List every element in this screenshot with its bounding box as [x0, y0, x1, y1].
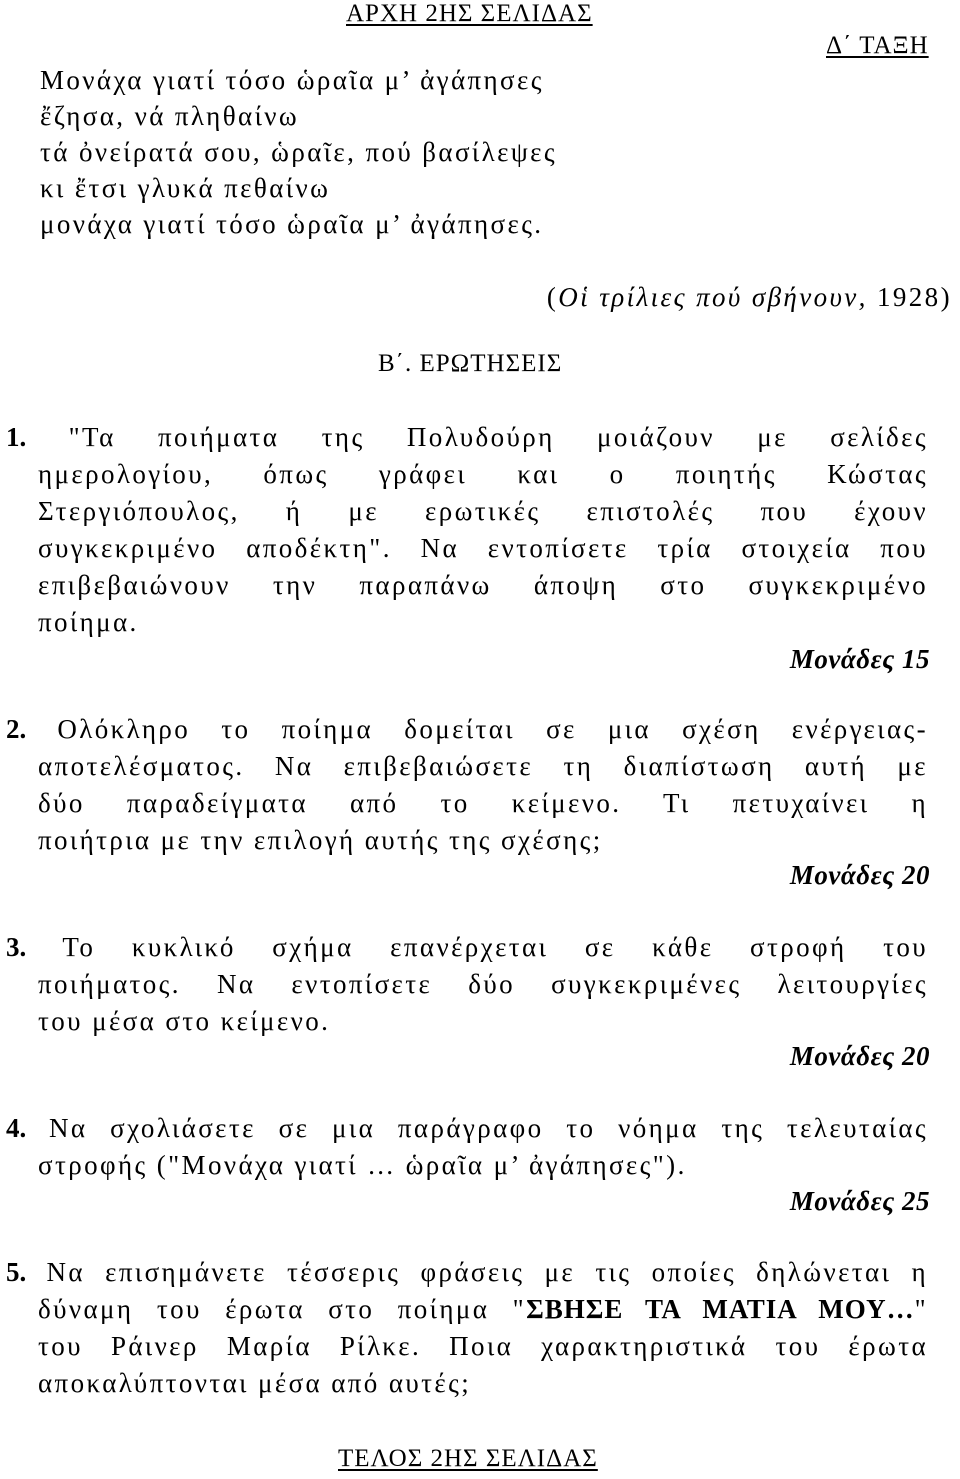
- section-title: Β΄. ΕΡΩΤΗΣΕΙΣ: [378, 350, 563, 377]
- question-line: στροφής ("Μονάχα γιατί … ὡραῖα μ’ ἀγάπησες").: [38, 1150, 687, 1180]
- question-line: του μέσα στο κείμενο.: [38, 1006, 331, 1036]
- question-line: αποκαλύπτονται μέσα από αυτές;: [38, 1368, 472, 1398]
- question-line: ποιήματος. Να εντοπίσετε δύο συγκεκριμένες λειτουργίες: [38, 969, 928, 999]
- question-line: Στεργιόπουλος, ή με ερωτικές επιστολές που έχουν: [38, 496, 928, 526]
- points-label: Μονάδες 25: [789, 1186, 930, 1216]
- question-line: του Ράινερ Μαρία Ρίλκε. Ποια χαρακτηριστικά του έρωτα: [38, 1331, 928, 1361]
- question-line: επιβεβαιώνουν την παραπάνω άποψη στο συγκεκριμένο: [38, 570, 928, 600]
- question-line: δύο παραδείγματα από το κείμενο. Τι πετυχαίνει η: [38, 788, 928, 818]
- poem-line: Μονάχα γιατί τόσο ὡραῖα μ’ ἀγάπησες: [40, 65, 544, 95]
- points-label: Μονάδες 15: [789, 644, 930, 674]
- question-line: ημερολογίου, όπως γράφει και ο ποιητής Κώστας: [38, 459, 928, 489]
- question-line: συγκεκριμένο αποδέκτη". Να εντοπίσετε τρία στοιχεία που: [38, 533, 928, 563]
- page-footer: ΤΕΛΟΣ 2ΗΣ ΣΕΛΙΔΑΣ: [338, 1445, 598, 1472]
- question-line: δύναμη του έρωτα στο ποίημα "ΣΒΗΣΕ ΤΑ ΜΑΤΙΑ ΜΟΥ…": [38, 1294, 928, 1324]
- poem-line: κι ἔτσι γλυκά πεθαίνω: [40, 173, 331, 203]
- question-4: 4. Να σχολιάσετε σε μια παράγραφο το νόημα της τελευταίας: [6, 1113, 929, 1143]
- poem-line: τά ὀνείρατά σου, ὡραῖε, πού βασίλεψες: [40, 137, 557, 167]
- poem-source: (Οἱ τρίλιες πού σβήνουν, 1928): [546, 282, 952, 312]
- question-line: αποτελέσματος. Να επιβεβαιώσετε τη διαπίστωση αυτή με: [38, 751, 928, 781]
- question-3: 3. Το κυκλικό σχήμα επανέρχεται σε κάθε στροφή του: [6, 932, 928, 962]
- question-line: ποιήτρια με την επιλογή αυτής της σχέσης;: [38, 825, 603, 855]
- question-line: ποίημα.: [38, 607, 139, 637]
- poem-line: μονάχα γιατί τόσο ὡραῖα μ’ ἀγάπησες.: [40, 209, 544, 239]
- page-header: ΑΡΧΗ 2ΗΣ ΣΕΛΙΔΑΣ: [346, 0, 593, 27]
- points-label: Μονάδες 20: [789, 1041, 930, 1071]
- points-label: Μονάδες 20: [789, 860, 930, 890]
- question-number: 1.: [6, 422, 27, 452]
- grade-label: Δ΄ ΤΑΞΗ: [826, 32, 929, 59]
- question-5: 5. Να επισημάνετε τέσσερις φράσεις με τις οποίες δηλώνεται η: [6, 1257, 928, 1287]
- poem-line: ἔζησα, νά πληθαίνω: [40, 101, 300, 131]
- question-2: 2. Ολόκληρο το ποίημα δομείται σε μια σχέση ενέργειας-: [6, 714, 928, 744]
- question-1: 1. "Τα ποιήματα της Πολυδούρη μοιάζουν με σελίδες: [6, 422, 929, 452]
